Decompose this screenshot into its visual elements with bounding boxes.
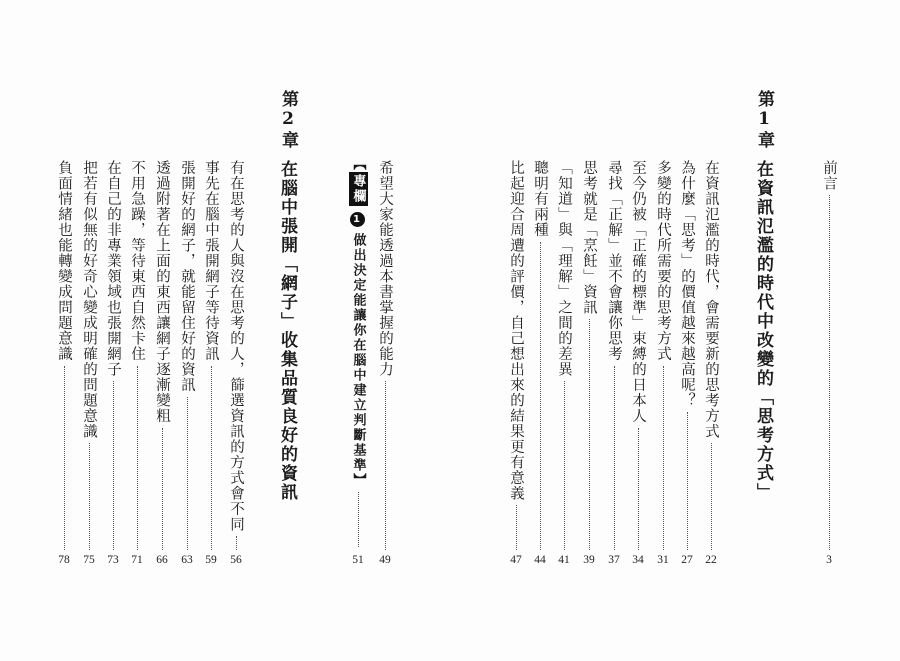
toc-entry-text: 有在思考的人與沒在思考的人，篩選資訊的方式會不同 — [228, 160, 244, 532]
toc-page-number: 59 — [205, 554, 217, 566]
toc-entry-text: 把若有似無的好奇心變成明確的問題意識 — [81, 160, 97, 439]
chapter-1-heading: 第1章 — [754, 90, 774, 150]
toc-page-number: 51 — [352, 554, 364, 566]
toc-entry-text: 聰明有兩種 — [532, 160, 548, 238]
leader-dots — [711, 443, 712, 550]
toc-page-number: 75 — [83, 554, 95, 566]
toc-entry-column-1[interactable] — [347, 157, 369, 549]
toc-page-number: 63 — [181, 554, 193, 566]
column-title: 做出決定能讓你在腦中建立判斷基準 — [350, 233, 366, 473]
leader-dots — [540, 242, 541, 551]
toc-entry-text: 「知道」與「理解」之間的差異 — [556, 160, 572, 377]
leader-dots — [113, 381, 114, 550]
toc-entry-text: 負面情緒也能轉變成問題意識 — [56, 160, 72, 362]
toc-page-number: 34 — [632, 554, 644, 566]
toc-page-number: 47 — [510, 554, 522, 566]
toc-page-number: 3 — [826, 554, 832, 566]
leader-dots — [663, 366, 664, 551]
column-heading — [349, 157, 368, 488]
leader-dots — [516, 505, 517, 550]
toc-entry[interactable] — [505, 160, 527, 552]
toc-entry-text: 尋找「正解」並不會讓你思考 — [606, 160, 622, 362]
column-tag: 專欄 — [350, 174, 366, 204]
toc-entry-text: 前言 — [821, 160, 837, 191]
column-close-bracket: 】 — [350, 473, 366, 488]
toc-entry-text: 在資訊氾濫的時代，會需要新的思考方式 — [703, 160, 719, 439]
toc-entry[interactable] — [700, 160, 722, 552]
toc-entry[interactable] — [126, 160, 148, 552]
toc-entry[interactable] — [374, 160, 396, 552]
leader-dots — [829, 195, 830, 550]
toc-page-number: 22 — [705, 554, 717, 566]
toc-page-number: 31 — [657, 554, 669, 566]
toc-page-number: 66 — [156, 554, 168, 566]
toc-page-number: 73 — [107, 554, 119, 566]
leader-dots — [687, 412, 688, 550]
toc-entry-text: 希望大家能透過本書掌握的能力 — [377, 160, 393, 377]
toc-page-number: 71 — [131, 554, 143, 566]
leader-dots — [211, 366, 212, 551]
toc-entry-text: 在自己的非專業領域也張開網子 — [105, 160, 121, 377]
toc-entry[interactable] — [676, 160, 698, 552]
column-open-bracket: 【 — [350, 157, 366, 172]
toc-entry-text: 事先在腦中張開網子等待資訊 — [203, 160, 219, 362]
toc-page-number: 56 — [230, 554, 242, 566]
toc-entry[interactable] — [78, 160, 100, 552]
leader-dots — [187, 397, 188, 551]
leader-dots — [638, 428, 639, 551]
chapter-1-title: 在資訊氾濫的時代中改變的「思考方式」 — [753, 160, 773, 502]
leader-dots — [614, 366, 615, 551]
toc-entry[interactable] — [603, 160, 625, 552]
toc-entry[interactable] — [578, 160, 600, 552]
toc-entry-text: 張開好的網子，就能留住好的資訊 — [179, 160, 195, 393]
leader-dots — [89, 443, 90, 550]
leader-dots — [564, 381, 565, 550]
toc-entry-preface[interactable] — [818, 160, 840, 552]
toc-page-number: 27 — [681, 554, 693, 566]
toc-entry[interactable] — [652, 160, 674, 552]
chapter-2-heading: 第2章 — [278, 90, 298, 150]
toc-entry-text: 至今仍被「正確的標準」束縛的日本人 — [630, 160, 646, 424]
toc-entry[interactable] — [151, 160, 173, 552]
toc-entry-text: 比起迎合周遭的評價，自己想出來的結果更有意義 — [508, 160, 524, 501]
toc-entry[interactable] — [627, 160, 649, 552]
toc-entry-text: 透過附著在上面的東西讓網子逐漸變粗 — [154, 160, 170, 424]
leader-dots — [358, 492, 359, 547]
toc-page-number: 37 — [608, 554, 620, 566]
toc-entry-text: 多變的時代所需要的思考方式 — [655, 160, 671, 362]
leader-dots — [385, 381, 386, 550]
toc-page-number: 49 — [379, 554, 391, 566]
leader-dots — [589, 319, 590, 550]
leader-dots — [162, 428, 163, 551]
toc-page-number: 44 — [534, 554, 546, 566]
chapter-2-title: 在腦中張開「網子」收集品質良好的資訊 — [277, 160, 297, 502]
toc-entry[interactable] — [176, 160, 198, 552]
toc-entry[interactable] — [102, 160, 124, 552]
toc-entry[interactable] — [53, 160, 75, 552]
toc-entry[interactable] — [529, 160, 551, 552]
toc-entry-text: 為什麼「思考」的價值越來越高呢？ — [679, 160, 695, 408]
toc-entry-text: 不用急躁，等待東西自然卡住 — [129, 160, 145, 362]
toc-entry-text: 思考就是「烹飪」資訊 — [581, 160, 597, 315]
toc-entry[interactable] — [225, 160, 247, 552]
leader-dots — [236, 536, 237, 550]
toc-entry[interactable] — [200, 160, 222, 552]
leader-dots — [137, 366, 138, 551]
toc-page-number: 78 — [58, 554, 70, 566]
leader-dots — [64, 366, 65, 551]
column-number-badge: 1 — [350, 212, 365, 227]
toc-page-number: 41 — [558, 554, 570, 566]
toc-entry[interactable] — [553, 160, 575, 552]
toc-page-number: 39 — [583, 554, 595, 566]
